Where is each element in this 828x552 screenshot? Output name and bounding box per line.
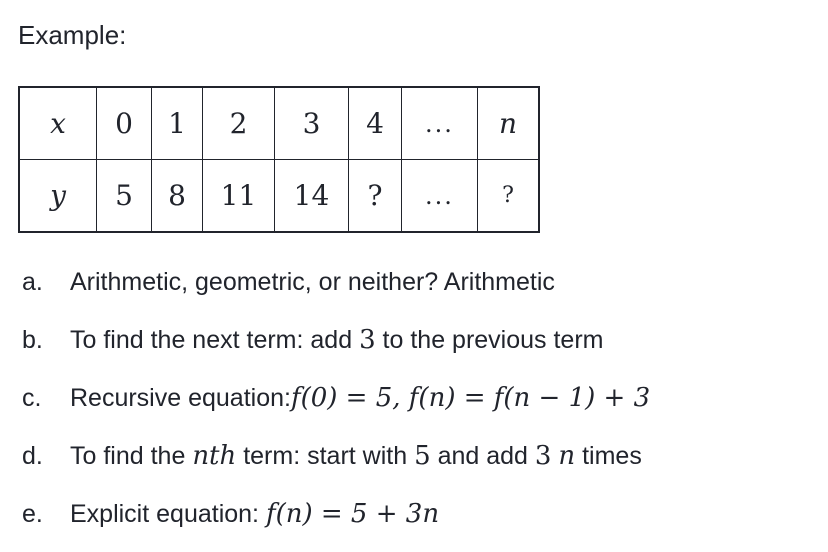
table-cell: 4: [349, 87, 402, 160]
recursive-equation: f(0) = 5, f(n) = f(n − 1) + 3: [290, 383, 651, 413]
table-cell: 14: [275, 160, 349, 233]
list-item: [22, 494, 650, 552]
example-heading: Example:: [18, 20, 127, 50]
table-cell: ?: [349, 160, 402, 233]
question-d-suffix: times: [575, 442, 642, 470]
row-label-x: x: [19, 87, 97, 160]
table-cell: ?: [478, 160, 540, 233]
list-item: [22, 320, 650, 378]
table-cell: 0: [97, 87, 152, 160]
question-b-prefix: To find the next term: add: [70, 326, 360, 354]
table-row-y: [19, 160, 539, 233]
table-cell: 3: [275, 87, 349, 160]
table-cell-ellipsis: ...: [402, 160, 478, 233]
table-cell: 11: [203, 160, 275, 233]
table-cell: 8: [152, 160, 203, 233]
list-item: [22, 436, 650, 494]
math-nth: nth: [192, 441, 237, 471]
list-item: [22, 378, 650, 436]
math-variable: n: [558, 441, 576, 471]
list-marker: e.: [22, 500, 43, 528]
table-cell: 5: [97, 160, 152, 233]
math-value: 5: [414, 441, 431, 471]
table-cell-ellipsis: ...: [402, 87, 478, 160]
question-d-middle: term: start with: [236, 442, 415, 470]
question-e-prefix: Explicit equation:: [70, 500, 266, 528]
table-cell: n: [478, 87, 540, 160]
row-label-y: y: [19, 160, 97, 233]
question-b-suffix: to the previous term: [375, 326, 604, 354]
question-d-prefix: To find the: [70, 442, 193, 470]
list-marker: a.: [22, 268, 43, 296]
question-c-prefix: Recursive equation:: [70, 384, 291, 412]
question-d-middle2: and add: [430, 442, 535, 470]
question-a-text: Arithmetic, geometric, or neither? Arithmetic: [70, 268, 555, 296]
list-marker: c.: [22, 384, 42, 412]
math-value: 3: [534, 441, 552, 471]
table-row-x: [19, 87, 539, 160]
math-value: 3: [359, 325, 376, 355]
question-list: [22, 262, 650, 552]
explicit-equation: f(n) = 5 + 3n: [265, 499, 440, 529]
table-cell: 2: [203, 87, 275, 160]
sequence-table: [18, 86, 540, 233]
list-marker: d.: [22, 442, 43, 470]
list-item: [22, 262, 650, 320]
list-marker: b.: [22, 326, 43, 354]
table-cell: 1: [152, 87, 203, 160]
